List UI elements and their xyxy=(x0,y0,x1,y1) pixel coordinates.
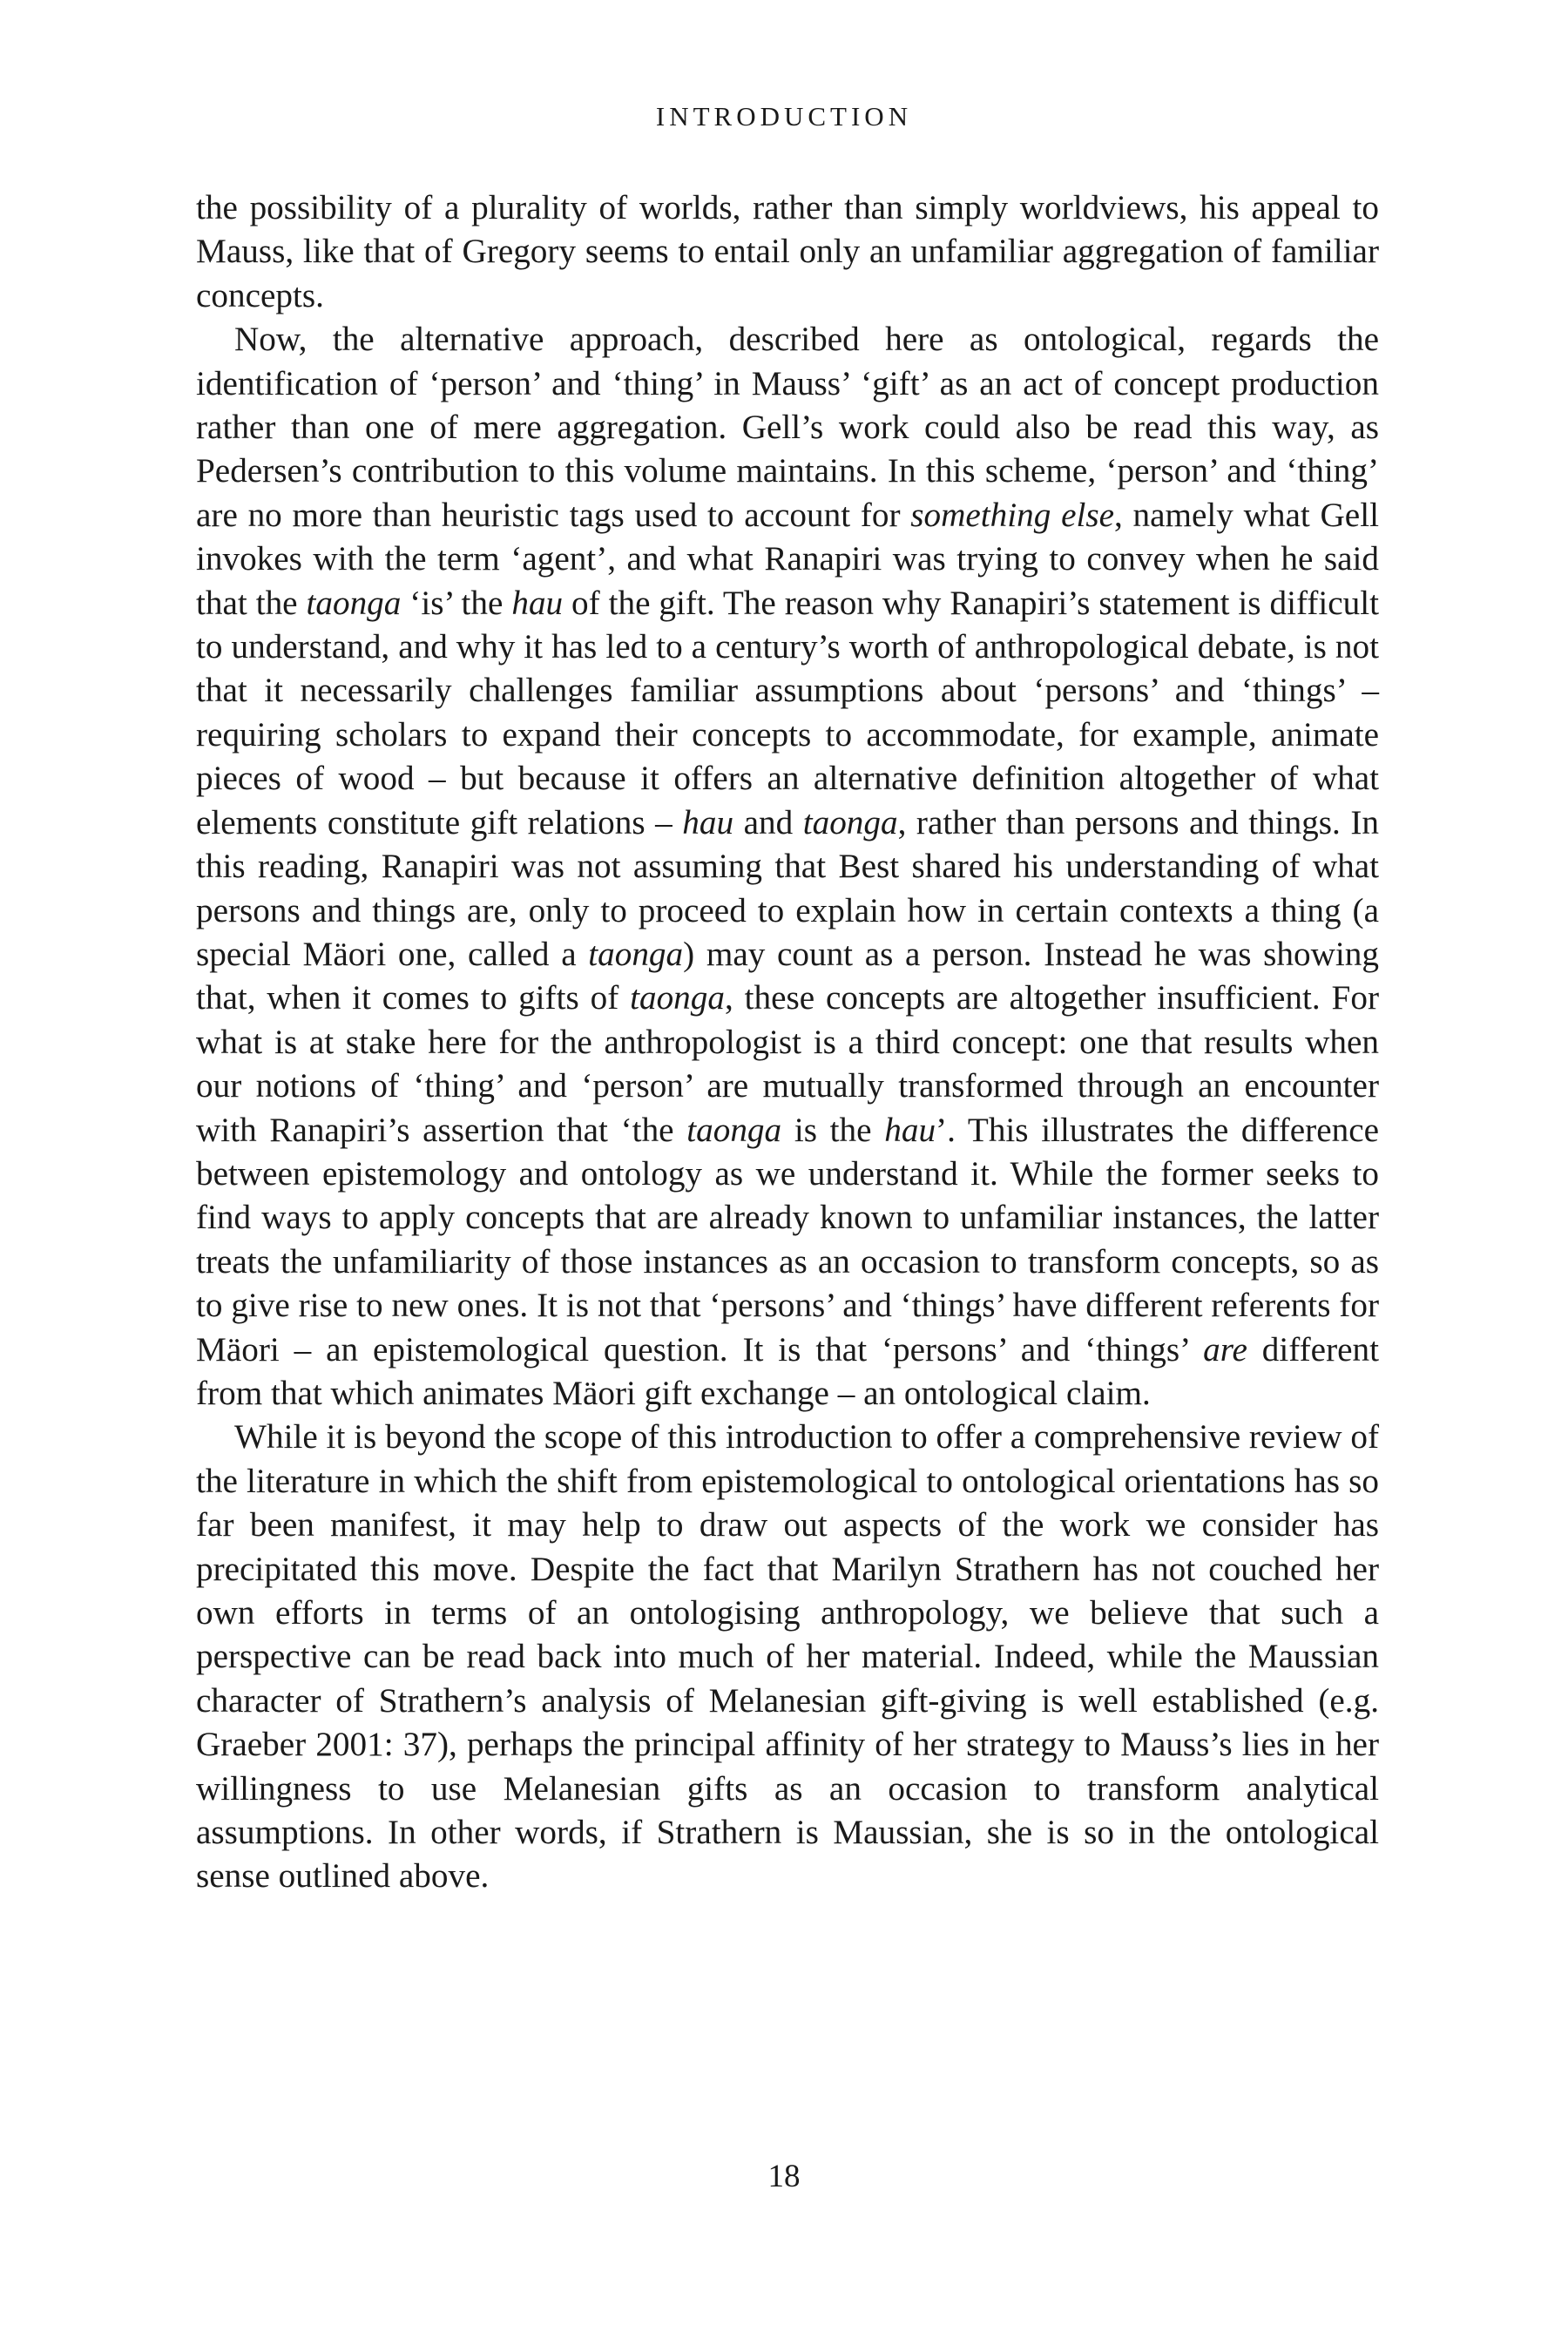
text-segment: is the xyxy=(781,1111,885,1149)
italic-term: hau xyxy=(682,803,734,841)
italic-term: taonga xyxy=(802,803,898,841)
paragraph-literature-review xyxy=(196,1416,1379,1898)
text-segment: the possibility of a plurality of worlds, rather than simply worldviews, his appeal to Mauss, like that of Gregory seems to entail only an unfamiliar aggregation of familiar concepts. xyxy=(196,189,1379,314)
text-segment: , rather than persons and things. In this reading, Ranapiri was not assuming that Best shared his understanding of what persons and things are, only to proceed to explain how in certain contexts a thing (a special Mäori one, called a xyxy=(196,803,1379,973)
running-head: INTRODUCTION xyxy=(655,101,913,132)
text-segment: ‘is’ the xyxy=(401,584,512,622)
italic-term: taonga xyxy=(306,584,402,622)
text-segment: While it is beyond the scope of this introduction to offer a comprehensive review of the literature in which the shift from epistemological to ontological orientations has so far been manifest, it may help to draw out aspects of the work we consider has precipitated this move. Despite the fact that Marilyn Strathern has not couched her own efforts in terms of an ontologising anthropology, we believe that such a perspective can be read back into much of her material. Indeed, while the Maussian character of Strathern’s analysis of Melanesian gift-giving is well established (e.g. Graeber 2001: 37), perhaps the principal affinity of her strategy to Mauss’s lies in her willingness to use Melanesian gifts as an occasion to transform analytical assumptions. In other words, if Strathern is Maussian, she is so in the ontological sense outlined above. xyxy=(196,1418,1379,1896)
italic-term: taonga xyxy=(686,1111,782,1149)
italic-term: hau xyxy=(884,1111,936,1149)
text-segment: and xyxy=(733,803,803,841)
text-segment: of the gift. The reason why Ranapiri’s statement is difficult to understand, and why it has led to a century’s worth of anthropological debate, is not that it necessarily challenges familiar assumptions about ‘persons’ and ‘things’ – requiring scholars to expand their concepts to accommodate, for example, animate pieces of wood – but because it offers an alternative definition altogether of what elements constitute gift relations – xyxy=(196,584,1379,841)
text-segment: different from that which animates Mäori gift exchange – an ontological claim. xyxy=(196,1330,1379,1412)
paragraph-continued xyxy=(196,186,1379,318)
italic-term: something else xyxy=(910,496,1114,534)
italic-term: hau xyxy=(511,584,564,622)
italic-term: taonga xyxy=(630,979,725,1017)
text-segment: ) may count as a person. Instead he was showing that, when it comes to gifts of xyxy=(196,935,1379,1017)
page-number: 18 xyxy=(767,2159,801,2194)
paragraph-ontological-approach xyxy=(196,318,1379,1416)
text-segment: , namely what Gell invokes with the term ‘agent’, and what Ranapiri was trying to convey when he said that the xyxy=(196,496,1379,622)
italic-term: taonga xyxy=(588,935,684,973)
italic-term: are xyxy=(1203,1330,1247,1369)
text-segment: , these concepts are altogether insufficient. For what is at stake here for the anthropologist is a third concept: one that results when our notions of ‘thing’ and ‘person’ are mutually transformed through an encounter with Ranapiri’s assertion that ‘the xyxy=(196,979,1379,1149)
body-text xyxy=(196,186,1379,1899)
text-segment: Now, the alternative approach, described here as ontological, regards the identification of ‘person’ and ‘thing’ in Mauss’ ‘gift’ as an act of concept production rather than one of mere aggregation. Gell’s work could also be read this way, as Pedersen’s contribution to this volume maintains. In this scheme, ‘person’ and ‘thing’ are no more than heuristic tags used to account for xyxy=(196,321,1379,534)
text-segment: ’. This illustrates the difference between epistemology and ontology as we understand it. While the former seeks to find ways to apply concepts that are already known to unfamiliar instances, the latter treats the unfamiliarity of those instances as an occasion to transform concepts, so as to give rise to new ones. It is not that ‘persons’ and ‘things’ have different referents for Mäori – an epistemological question. It is that ‘persons’ and ‘things’ xyxy=(196,1111,1380,1369)
